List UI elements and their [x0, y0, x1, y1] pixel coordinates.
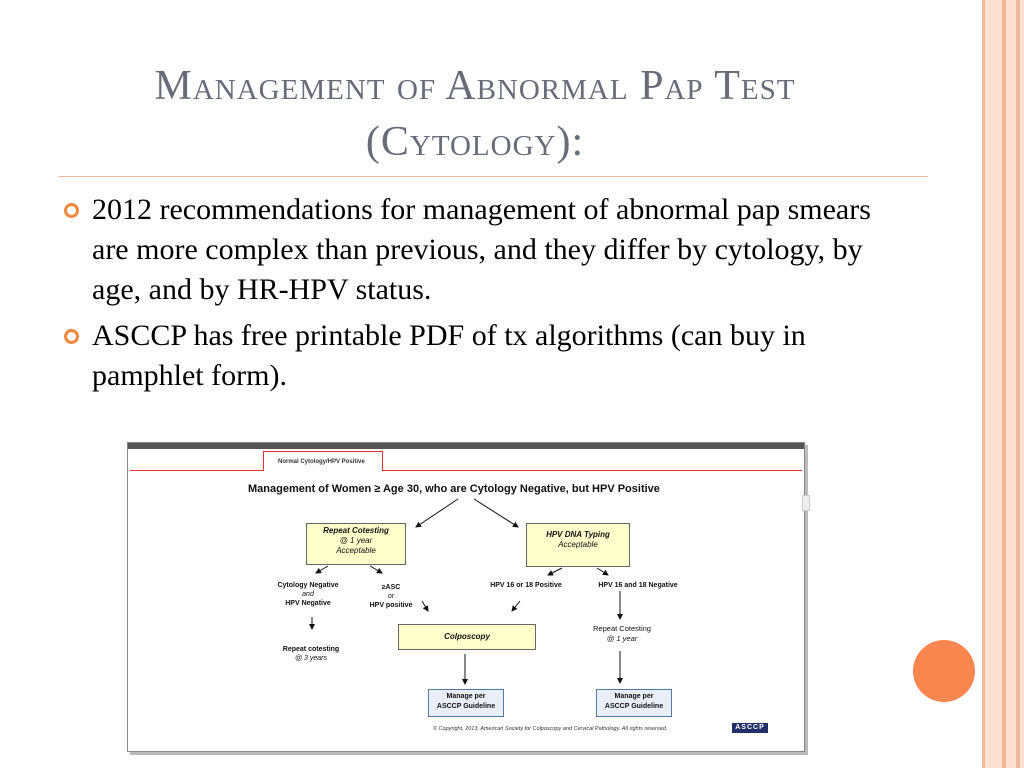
hpv16-18-positive-label [480, 581, 572, 590]
decorative-circle [913, 640, 975, 702]
slide-title-line2: (Cytology): [365, 119, 585, 165]
hpv16-18-negative-text: HPV 16 and 18 Negative [598, 582, 678, 589]
repeat-cotesting-note: Acceptable [336, 546, 376, 555]
colposcopy-box [398, 624, 536, 650]
asc-line1: ≥ASC [381, 584, 401, 591]
flowchart-image [127, 442, 805, 752]
repeat-cotesting-1y-label [580, 624, 664, 644]
bullet-text: ASCCP has free printable PDF of tx algorithms (can buy in pamphlet form). [92, 319, 806, 392]
manage-right-line2: ASCCP Guideline [604, 703, 664, 710]
title-divider [58, 176, 928, 177]
colposcopy-text: Colposcopy [444, 632, 490, 641]
manage-right-box [596, 689, 672, 717]
cytology-negative-line2: and [302, 591, 314, 598]
slide-title [60, 58, 890, 170]
repeat-cotesting-1y-line1: Repeat Cotesting [593, 624, 651, 633]
asccp-logo: ASCCP [732, 723, 768, 733]
manage-left-line2: ASCCP Guideline [436, 703, 496, 710]
bullet-list [62, 190, 872, 402]
cytology-negative-line1: Cytology Negative [277, 582, 339, 589]
bullet-text: 2012 recommendations for management of abnormal pap smears are more complex than previous, and they differ by cytology, by age, and by HR-HPV status. [92, 193, 871, 306]
bullet-item [62, 190, 872, 310]
repeat-cotesting-interval: @ 1 year [339, 536, 373, 545]
cytology-negative-line3: HPV Negative [285, 600, 331, 607]
bullet-icon [64, 203, 79, 218]
repeat-cotesting-3y-line2: @ 3 years [294, 655, 327, 662]
slide-title-line1: Management of Abnormal Pap Test [154, 63, 796, 109]
copyright-text: © Copyright, 2013, American Society for Colposcopy and Cervical Pathology. All rights reserved. [433, 726, 668, 732]
hpv16-18-negative-label [584, 581, 692, 590]
repeat-cotesting-box [306, 523, 406, 565]
repeat-cotesting-3y-line1: Repeat cotesting [282, 646, 340, 653]
hpv16-18-positive-text: HPV 16 or 18 Positive [490, 582, 562, 589]
decorative-stripes [982, 0, 1024, 768]
repeat-cotesting-3y-label [266, 645, 356, 663]
bullet-icon [64, 329, 79, 344]
bullet-item [62, 316, 872, 396]
manage-left-box [428, 689, 504, 717]
flowchart-tab: Normal Cytology/HPV Positive [263, 451, 383, 471]
hpv-dna-typing-title: HPV DNA Typing [546, 530, 610, 539]
asc-line3: HPV positive [369, 602, 413, 609]
cytology-negative-label [268, 581, 348, 608]
hpv-dna-typing-box [526, 523, 630, 567]
manage-right-line1: Manage per [614, 693, 654, 700]
repeat-cotesting-title: Repeat Cotesting [323, 526, 389, 535]
hpv-dna-typing-note: Acceptable [558, 540, 598, 549]
asc-label [360, 583, 422, 610]
repeat-cotesting-1y-line2: @ 1 year [606, 634, 638, 643]
manage-left-line1: Manage per [446, 693, 486, 700]
asc-line2: or [387, 593, 395, 600]
flowchart-heading: Management of Women ≥ Age 30, who are Cytology Negative, but HPV Positive [248, 483, 660, 495]
